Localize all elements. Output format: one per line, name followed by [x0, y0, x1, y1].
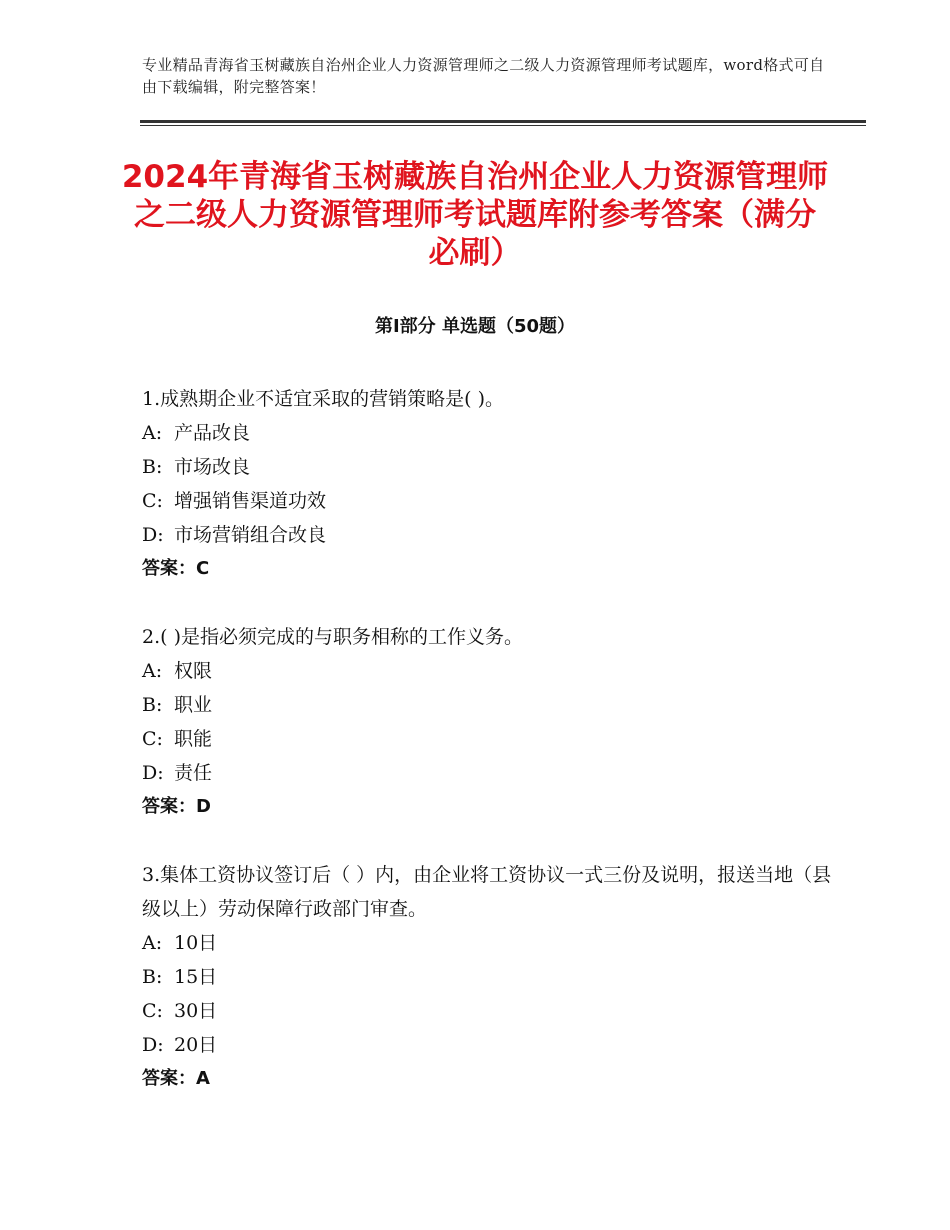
- option-b: [142, 960, 832, 994]
- option-label: D:: [142, 762, 164, 784]
- question-stem: 2.( )是指必须完成的与职务相称的工作义务。: [142, 626, 523, 648]
- question-2: [142, 620, 832, 824]
- option-label: B:: [142, 966, 163, 988]
- answer-line: 答案：C: [142, 558, 210, 579]
- option-a: [142, 654, 832, 688]
- option-b: [142, 450, 832, 484]
- option-text: 市场改良: [174, 456, 251, 478]
- option-text: 20日: [174, 1034, 218, 1056]
- option-c: [142, 484, 832, 518]
- option-label: A:: [142, 932, 163, 954]
- question-stem: 3.集体工资协议签订后（ ）内，由企业将工资协议一式三份及说明，报送当地（县级以上）劳动保障行政部门审查。: [142, 864, 832, 920]
- option-text: 增强销售渠道功效: [174, 490, 327, 512]
- question-1: [142, 382, 832, 586]
- option-c: [142, 994, 832, 1028]
- option-text: 15日: [174, 966, 218, 988]
- option-text: 10日: [174, 932, 218, 954]
- option-b: [142, 688, 832, 722]
- answer-line: 答案：D: [142, 796, 211, 817]
- question-3: [142, 858, 832, 1096]
- option-text: 权限: [174, 660, 213, 682]
- option-d: [142, 1028, 832, 1062]
- option-text: 责任: [174, 762, 213, 784]
- option-label: B:: [142, 456, 163, 478]
- option-text: 30日: [174, 1000, 218, 1022]
- question-stem: 1.成熟期企业不适宜采取的营销策略是( )。: [142, 388, 504, 410]
- option-text: 市场营销组合改良: [174, 524, 327, 546]
- option-label: A:: [142, 660, 163, 682]
- header-rule-thin: [140, 125, 866, 126]
- option-label: C:: [142, 1000, 163, 1022]
- option-label: C:: [142, 728, 163, 750]
- option-label: D:: [142, 1034, 164, 1056]
- option-text: 职能: [174, 728, 213, 750]
- header-note: 专业精品青海省玉树藏族自治州企业人力资源管理师之二级人力资源管理师考试题库，word格式可自由下载编辑，附完整答案！: [142, 56, 825, 96]
- option-label: D:: [142, 524, 164, 546]
- document-title: 2024年青海省玉树藏族自治州企业人力资源管理师之二级人力资源管理师考试题库附参考答案（满分必刷）: [121, 159, 829, 271]
- option-c: [142, 722, 832, 756]
- answer-line: 答案：A: [142, 1068, 210, 1089]
- option-label: B:: [142, 694, 163, 716]
- option-text: 产品改良: [174, 422, 251, 444]
- option-a: [142, 926, 832, 960]
- option-text: 职业: [174, 694, 213, 716]
- section-title: 第Ⅰ部分 单选题（50题）: [374, 316, 575, 337]
- option-label: C:: [142, 490, 163, 512]
- header-rule-thick: [140, 120, 866, 123]
- option-label: A:: [142, 422, 163, 444]
- option-a: [142, 416, 832, 450]
- option-d: [142, 756, 832, 790]
- option-d: [142, 518, 832, 552]
- question-list: [142, 382, 832, 1130]
